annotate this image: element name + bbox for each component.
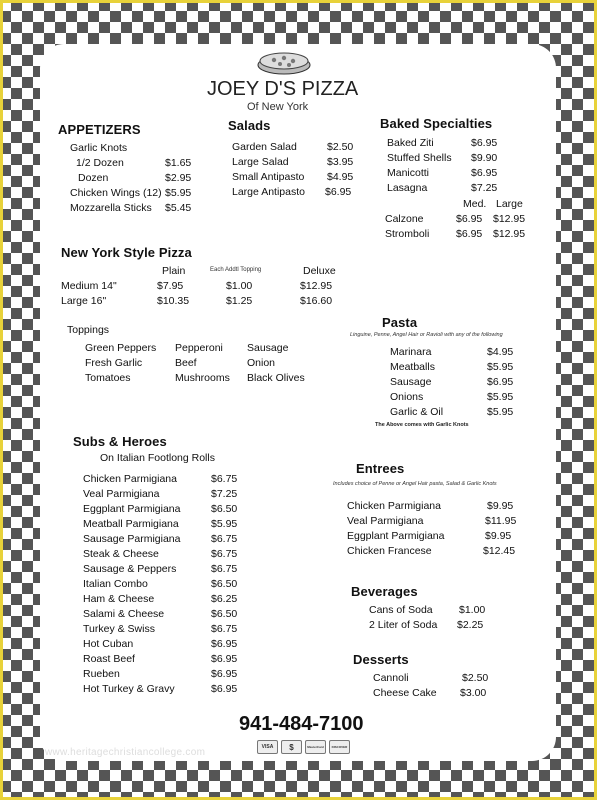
menu-item-name: Onions [390, 391, 424, 403]
menu-item-price: $5.95 [211, 518, 238, 530]
restaurant-subtitle: Of New York [247, 101, 309, 113]
menu-item-price: $5.95 [165, 187, 192, 199]
menu-item-name: Manicotti [387, 167, 430, 179]
menu-item-name: Cheese Cake [373, 687, 437, 699]
menu-item-name: Garlic Knots [70, 142, 128, 154]
menu-item-name: Roast Beef [83, 653, 135, 665]
menu-item-price: $9.90 [471, 152, 498, 164]
watermark-text: www.heritagechristiancollege.com [45, 747, 206, 758]
menu-item-price: $7.25 [471, 182, 498, 194]
topping-item: Black Olives [247, 372, 305, 384]
menu-item-price: $6.75 [211, 623, 238, 635]
menu-item-name: Meatballs [390, 361, 435, 373]
pizza-heading: New York Style Pizza [61, 245, 192, 260]
topping-item: Mushrooms [175, 372, 230, 384]
pizza-size: Large 16" [61, 295, 107, 307]
menu-item-name: Cannoli [373, 672, 409, 684]
menu-item-name: Veal Parmigiana [83, 488, 160, 500]
menu-item-price: $12.45 [483, 545, 516, 557]
menu-item-price: $6.95 [211, 668, 238, 680]
menu-item-name: Large Salad [232, 156, 289, 168]
column-header-topping: Each Addtl Topping [210, 267, 262, 273]
menu-item-name: Hot Turkey & Gravy [83, 683, 175, 695]
menu-item-price: $6.95 [211, 638, 238, 650]
visa-card-icon: VISA [257, 740, 278, 754]
menu-item-price: $6.95 [211, 653, 238, 665]
menu-item-price: $3.95 [327, 156, 354, 168]
menu-item-price: $6.95 [211, 683, 238, 695]
menu-item-price: $6.75 [211, 548, 238, 560]
menu-item-price: $6.50 [211, 608, 238, 620]
menu-item-name: Steak & Cheese [83, 548, 159, 560]
menu-item-name: Salami & Cheese [83, 608, 165, 620]
column-header-deluxe: Deluxe [303, 265, 336, 277]
menu-item-price: $6.95 [471, 167, 498, 179]
menu-item-price: $6.95 [325, 186, 352, 198]
pizza-price-plain: $10.35 [157, 295, 190, 307]
menu-item-name: Hot Cuban [83, 638, 134, 650]
menu-item-name: Sausage & Peppers [83, 563, 177, 575]
menu-item-price: $12.95 [493, 228, 526, 240]
menu-item-name: Ham & Cheese [83, 593, 155, 605]
menu-item-price: $1.65 [165, 157, 192, 169]
menu-item-name: Dozen [78, 172, 109, 184]
menu-item-name: Rueben [83, 668, 120, 680]
toppings-heading: Toppings [67, 324, 110, 336]
topping-item: Beef [175, 357, 197, 369]
menu-item-name: Chicken Wings (12) [70, 187, 162, 199]
menu-item-name: Chicken Francese [347, 545, 432, 557]
pasta-heading: Pasta [382, 315, 418, 330]
menu-item-name: Chicken Parmigiana [83, 473, 177, 485]
salads-heading: Salads [228, 118, 271, 133]
topping-item: Pepperoni [175, 342, 223, 354]
menu-item-name: Garden Salad [232, 141, 297, 153]
pizza-price-topping: $1.25 [226, 295, 253, 307]
menu-item-name: Garlic & Oil [390, 406, 444, 418]
menu-item-price: $12.95 [493, 213, 526, 225]
menu-item-price: $6.75 [211, 563, 238, 575]
menu-item-name: Meatball Parmigiana [83, 518, 179, 530]
menu-item-name: Italian Combo [83, 578, 148, 590]
menu-item-name: Chicken Parmigiana [347, 500, 441, 512]
menu-item-name: 2 Liter of Soda [369, 619, 438, 631]
menu-item-price: $3.00 [460, 687, 487, 699]
menu-item-name: 1/2 Dozen [76, 157, 124, 169]
menu-item-name: Sausage Parmigiana [83, 533, 181, 545]
menu-item-price: $11.95 [485, 515, 517, 527]
menu-item-price: $4.95 [327, 171, 354, 183]
topping-item: Fresh Garlic [85, 357, 143, 369]
menu-item-name: Large Antipasto [232, 186, 305, 198]
pizza-price-plain: $7.95 [157, 280, 184, 292]
appetizers-heading: APPETIZERS [58, 122, 141, 137]
pizza-price-deluxe: $16.60 [300, 295, 333, 307]
entrees-heading: Entrees [356, 461, 405, 476]
subs-heading: Subs & Heroes [73, 434, 167, 449]
payment-icons [257, 740, 350, 754]
column-header-large: Large [496, 198, 523, 210]
menu-item-price: $6.75 [211, 473, 238, 485]
menu-item-name: Veal Parmigiana [347, 515, 424, 527]
menu-item-name: Eggplant Parmigiana [347, 530, 445, 542]
phone-number: 941-484-7100 [239, 713, 364, 735]
topping-item: Green Peppers [85, 342, 157, 354]
menu-item-price: $6.95 [487, 376, 514, 388]
menu-item-price: $2.50 [462, 672, 489, 684]
menu-item-price: $2.95 [165, 172, 192, 184]
pizza-price-topping: $1.00 [226, 280, 253, 292]
menu-item-price: $9.95 [485, 530, 512, 542]
topping-item: Tomatoes [85, 372, 131, 384]
menu-item-price: $6.75 [211, 533, 238, 545]
menu-item-price: $5.95 [487, 406, 514, 418]
menu-item-name: Marinara [390, 346, 432, 358]
subs-subheading: On Italian Footlong Rolls [100, 452, 215, 464]
menu-item-name: Stuffed Shells [387, 152, 452, 164]
menu-item-name: Small Antipasto [232, 171, 305, 183]
menu-item-price: $5.45 [165, 202, 192, 214]
menu-item-name: Cans of Soda [369, 604, 433, 616]
pasta-note: Linguine, Penne, Angel Hair or Ravioli with any of the following [350, 332, 503, 338]
desserts-heading: Desserts [353, 652, 409, 667]
menu-item-price: $7.25 [211, 488, 238, 500]
menu-item-name: Baked Ziti [387, 137, 434, 149]
menu-item-price: $6.25 [211, 593, 238, 605]
baked-heading: Baked Specialties [380, 116, 493, 131]
cash-icon: $ [281, 740, 302, 754]
pasta-footer: The Above comes with Garlic Knots [375, 422, 469, 428]
menu-item-price: $6.95 [471, 137, 498, 149]
menu-item-price: $6.50 [211, 578, 238, 590]
column-header-med: Med. [463, 198, 487, 210]
mastercard-icon: MasterCard [305, 740, 326, 754]
menu-item-price: $5.95 [487, 361, 514, 373]
menu-item-price: $5.95 [487, 391, 514, 403]
entrees-note: Includes choice of Penne or Angel Hair pasta, Salad & Garlic Knots [333, 481, 497, 487]
menu-item-price: $9.95 [487, 500, 514, 512]
menu-item-price: $2.25 [457, 619, 484, 631]
column-header-plain: Plain [162, 265, 186, 277]
pizza-price-deluxe: $12.95 [300, 280, 333, 292]
topping-item: Sausage [247, 342, 289, 354]
pizza-icon [256, 49, 312, 75]
menu-item-price: $4.95 [487, 346, 514, 358]
beverages-heading: Beverages [351, 584, 418, 599]
menu-item-name: Eggplant Parmigiana [83, 503, 181, 515]
menu-item-name: Sausage [390, 376, 432, 388]
restaurant-name: JOEY D'S PIZZA [207, 78, 359, 100]
menu-item-price: $6.50 [211, 503, 238, 515]
pizza-size: Medium 14" [61, 280, 117, 292]
menu-item-price: $6.95 [456, 228, 483, 240]
menu-item-price: $1.00 [459, 604, 486, 616]
discover-card-icon: DISCOVER [329, 740, 350, 754]
topping-item: Onion [247, 357, 276, 369]
menu-item-name: Calzone [385, 213, 424, 225]
menu-item-name: Stromboli [385, 228, 430, 240]
menu-item-price: $6.95 [456, 213, 483, 225]
menu-item-name: Mozzarella Sticks [70, 202, 152, 214]
menu-item-name: Turkey & Swiss [83, 623, 155, 635]
menu-item-price: $2.50 [327, 141, 354, 153]
menu-item-name: Lasagna [387, 182, 428, 194]
